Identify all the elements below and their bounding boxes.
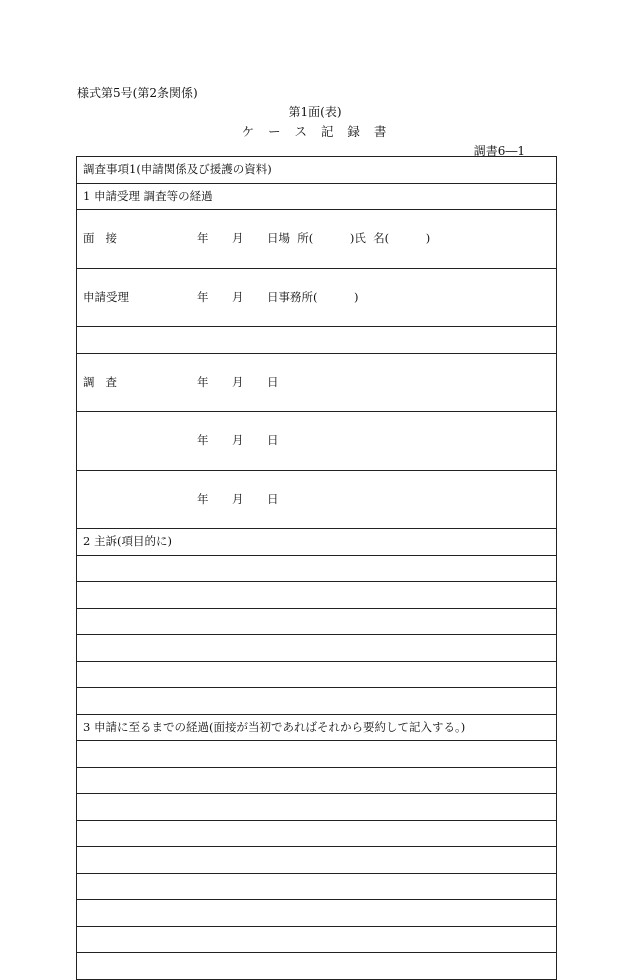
month-label: 月 [232, 231, 244, 245]
blank-entry-line[interactable] [77, 926, 557, 953]
day-label: 日 [267, 374, 279, 389]
blank-entry-line[interactable] [77, 688, 557, 715]
blank-entry-line[interactable] [77, 953, 557, 980]
table-row [77, 926, 557, 953]
table-row [77, 529, 557, 556]
table-row [77, 183, 557, 210]
month-label: 月 [232, 289, 244, 304]
survey-row[interactable] [77, 353, 557, 412]
blank-entry-line[interactable] [77, 555, 557, 582]
table-row [77, 741, 557, 768]
section-heading-application-progress: 1 申請受理 調査等の経過 [77, 183, 557, 210]
interview-row[interactable] [77, 210, 557, 269]
day-office-label: 日事務所( ) [267, 289, 359, 304]
table-row [77, 767, 557, 794]
table-row [77, 714, 557, 741]
blank-entry-line[interactable] [77, 767, 557, 794]
month-label: 月 [232, 491, 244, 506]
year-label: 年 [197, 433, 209, 447]
blank-entry-line[interactable] [77, 900, 557, 927]
day-label: 日 [267, 433, 279, 447]
month-label: 月 [232, 374, 244, 389]
section-heading-main-complaint: 2 主訴(項目的に) [77, 529, 557, 556]
form-number: 様式第5号(第2条関係) [77, 86, 198, 100]
table-row [77, 900, 557, 927]
table-row [77, 794, 557, 821]
year-label: 年 [197, 491, 209, 506]
table-row [77, 555, 557, 582]
table-row [77, 847, 557, 874]
table-row [77, 210, 557, 269]
table-row [77, 582, 557, 609]
survey-label: 調 査 [83, 374, 117, 389]
application-received-row[interactable] [77, 268, 557, 327]
survey-date-row[interactable] [77, 412, 557, 471]
table-row [77, 635, 557, 662]
blank-entry-line[interactable] [77, 873, 557, 900]
section-header-survey-items: 調査事項1(申請関係及び援護の資料) [77, 157, 557, 184]
table-row [77, 268, 557, 327]
interview-label: 面 接 [83, 231, 117, 245]
blank-entry-line[interactable] [77, 794, 557, 821]
survey-date-row[interactable] [77, 470, 557, 529]
application-received-label: 申請受理 [83, 289, 129, 304]
blank-entry-line[interactable] [77, 847, 557, 874]
day-place-name-label: 日場 所( )氏 名( ) [267, 231, 431, 245]
blank-entry-line[interactable] [77, 327, 557, 354]
blank-entry-line[interactable] [77, 741, 557, 768]
page-label: 第1面(表) [288, 105, 342, 119]
table-row [77, 608, 557, 635]
table-row [77, 470, 557, 529]
year-label: 年 [197, 289, 209, 304]
blank-entry-line[interactable] [77, 635, 557, 662]
table-row [77, 688, 557, 715]
month-label: 月 [232, 433, 244, 447]
day-label: 日 [267, 491, 279, 506]
document-code: 調書6―1 [473, 144, 525, 158]
table-row [77, 953, 557, 980]
table-row [77, 353, 557, 412]
year-label: 年 [197, 231, 209, 245]
table-row [77, 327, 557, 354]
blank-entry-line[interactable] [77, 820, 557, 847]
year-label: 年 [197, 374, 209, 389]
section-heading-history: 3 申請に至るまでの経過(面接が当初であればそれから要約して記入する。) [77, 714, 557, 741]
table-row [77, 157, 557, 184]
blank-entry-line[interactable] [77, 661, 557, 688]
blank-entry-line[interactable] [77, 608, 557, 635]
table-row [77, 661, 557, 688]
blank-entry-line[interactable] [77, 582, 557, 609]
table-row [77, 412, 557, 471]
document-title: ケ ー ス 記 録 書 [241, 124, 389, 139]
case-record-table [76, 156, 557, 980]
table-row [77, 820, 557, 847]
table-row [77, 873, 557, 900]
